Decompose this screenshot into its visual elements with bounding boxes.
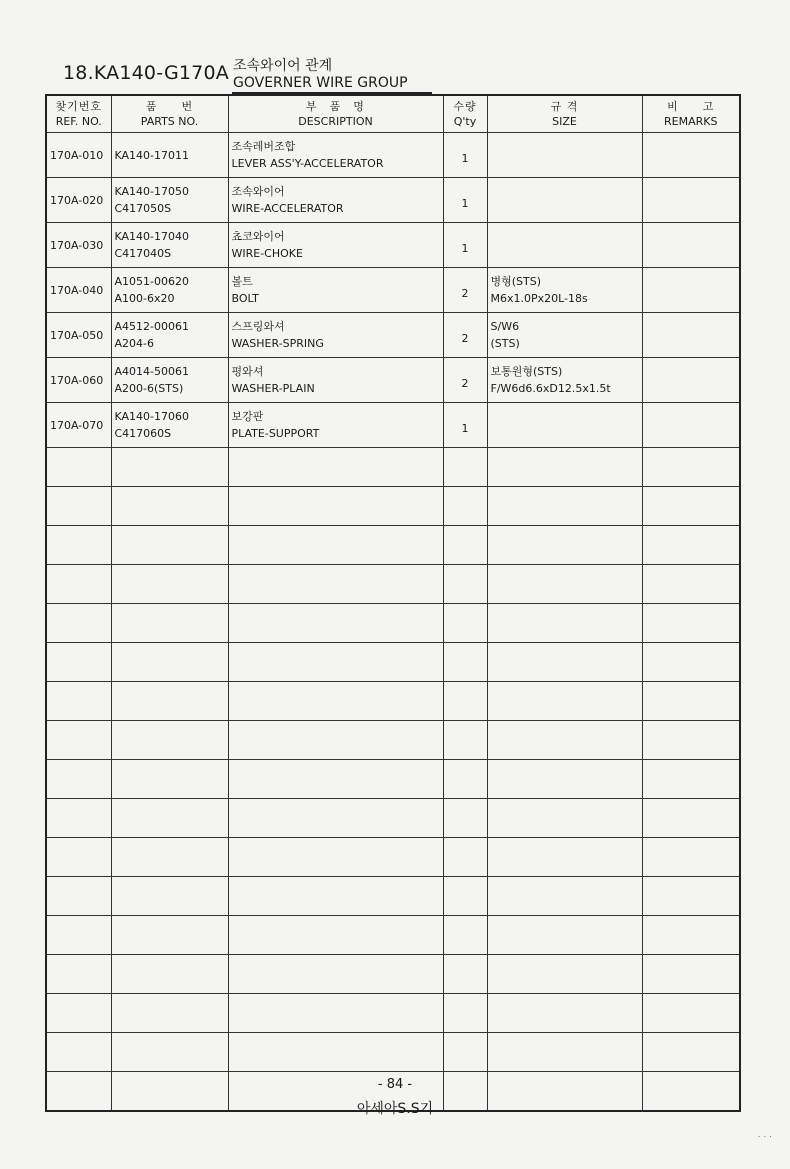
empty-cell [111,643,228,682]
empty-cell [46,799,111,838]
empty-cell [487,565,642,604]
remarks-cell [642,358,740,403]
empty-cell [46,721,111,760]
size-cell: 병형(STS) M6x1.0Px20L-18s [487,268,642,313]
ref-no-cell: 170A-070 [46,403,111,448]
parts-table [45,94,741,1112]
empty-cell [487,487,642,526]
empty-cell [228,955,443,994]
empty-table-row [46,682,740,721]
empty-cell [443,994,487,1033]
empty-cell [487,682,642,721]
header-ref-no: 찾기번호 REF. NO. [46,95,111,133]
empty-cell [111,565,228,604]
empty-cell [443,487,487,526]
empty-cell [228,604,443,643]
empty-cell [111,760,228,799]
remarks-cell [642,223,740,268]
empty-cell [642,526,740,565]
empty-cell [46,994,111,1033]
description-cell: 볼트 BOLT [228,268,443,313]
parts-no-cell: KA140-17040 C417040S [111,223,228,268]
table-row [46,358,740,403]
empty-table-row [46,721,740,760]
section-title-korean: 조속와이어 관계 [233,58,333,74]
empty-table-row [46,877,740,916]
empty-cell [228,760,443,799]
section-title-english: GOVERNER WIRE GROUP [233,75,408,91]
empty-cell [487,838,642,877]
description-cell: 스프링와셔 WASHER-SPRING [228,313,443,358]
header-remarks: 비 고 REMARKS [642,95,740,133]
empty-cell [111,955,228,994]
empty-cell [443,721,487,760]
empty-cell [46,955,111,994]
table-row [46,268,740,313]
parts-no-cell: A4512-00061 A204-6 [111,313,228,358]
size-cell: 보통원형(STS) F/W6d6.6xD12.5x1.5t [487,358,642,403]
empty-cell [228,565,443,604]
ref-no-cell: 170A-040 [46,268,111,313]
empty-cell [111,1033,228,1072]
empty-cell [487,994,642,1033]
description-cell: 쵸코와이어 WIRE-CHOKE [228,223,443,268]
description-cell: 보강판 PLATE-SUPPORT [228,403,443,448]
empty-cell [487,1033,642,1072]
table-row [46,133,740,178]
empty-cell [443,526,487,565]
scan-marks: . . . [757,1130,772,1140]
empty-table-row [46,799,740,838]
empty-table-row [46,760,740,799]
empty-cell [642,1033,740,1072]
empty-cell [46,1033,111,1072]
parts-no-cell: A1051-00620 A100-6x20 [111,268,228,313]
empty-cell [642,487,740,526]
empty-cell [487,877,642,916]
remarks-cell [642,403,740,448]
size-cell: S/W6 (STS) [487,313,642,358]
remarks-cell [642,178,740,223]
empty-cell [228,838,443,877]
empty-cell [46,838,111,877]
description-cell: 조속와이어 WIRE-ACCELERATOR [228,178,443,223]
ref-no-cell: 170A-050 [46,313,111,358]
empty-cell [46,604,111,643]
header-qty: 수량 Q'ty [443,95,487,133]
empty-cell [487,721,642,760]
empty-cell [46,487,111,526]
empty-cell [228,721,443,760]
empty-cell [46,682,111,721]
empty-cell [642,721,740,760]
parts-no-cell: KA140-17050 C417050S [111,178,228,223]
empty-cell [487,643,642,682]
empty-cell [642,604,740,643]
empty-cell [111,721,228,760]
empty-cell [46,565,111,604]
empty-cell [642,760,740,799]
empty-cell [642,799,740,838]
empty-cell [642,877,740,916]
qty-cell: 1 [443,178,487,223]
empty-cell [46,760,111,799]
empty-cell [46,916,111,955]
empty-cell [642,643,740,682]
empty-cell [443,838,487,877]
empty-cell [642,448,740,487]
table-row [46,223,740,268]
empty-cell [111,487,228,526]
empty-table-row [46,838,740,877]
remarks-cell [642,133,740,178]
table-header-row [46,95,740,133]
empty-cell [443,955,487,994]
empty-cell [443,448,487,487]
size-cell [487,178,642,223]
remarks-cell [642,313,740,358]
empty-cell [443,916,487,955]
qty-cell: 2 [443,268,487,313]
qty-cell: 1 [443,223,487,268]
empty-cell [228,448,443,487]
empty-cell [228,487,443,526]
empty-cell [642,994,740,1033]
header-description: 부 품 명 DESCRIPTION [228,95,443,133]
empty-cell [228,799,443,838]
parts-no-cell: KA140-17060 C417060S [111,403,228,448]
empty-cell [111,682,228,721]
size-cell [487,223,642,268]
empty-cell [46,643,111,682]
ref-no-cell: 170A-020 [46,178,111,223]
table-row [46,178,740,223]
empty-cell [443,565,487,604]
qty-cell: 2 [443,358,487,403]
empty-cell [487,799,642,838]
empty-table-row [46,994,740,1033]
empty-cell [111,604,228,643]
header-size: 규 격 SIZE [487,95,642,133]
empty-cell [642,565,740,604]
empty-cell [642,955,740,994]
empty-table-row [46,526,740,565]
empty-cell [46,448,111,487]
empty-cell [443,643,487,682]
qty-cell: 1 [443,403,487,448]
empty-table-row [46,448,740,487]
table-row [46,403,740,448]
empty-cell [642,682,740,721]
ref-no-cell: 170A-030 [46,223,111,268]
header-parts-no: 품 번 PARTS NO. [111,95,228,133]
empty-cell [642,916,740,955]
empty-cell [228,994,443,1033]
empty-table-row [46,565,740,604]
section-code: 18.KA140-G170A [63,62,229,84]
empty-cell [487,916,642,955]
empty-table-row [46,604,740,643]
empty-cell [111,799,228,838]
empty-cell [443,1033,487,1072]
empty-cell [111,448,228,487]
empty-cell [228,1033,443,1072]
qty-cell: 1 [443,133,487,178]
remarks-cell [642,268,740,313]
empty-cell [443,799,487,838]
empty-cell [642,838,740,877]
size-cell [487,403,642,448]
qty-cell: 2 [443,313,487,358]
empty-table-row [46,955,740,994]
empty-cell [111,877,228,916]
ref-no-cell: 170A-010 [46,133,111,178]
description-cell: 평와셔 WASHER-PLAIN [228,358,443,403]
empty-cell [228,526,443,565]
ref-no-cell: 170A-060 [46,358,111,403]
empty-cell [228,877,443,916]
empty-cell [443,877,487,916]
empty-cell [111,838,228,877]
empty-cell [443,760,487,799]
empty-cell [46,526,111,565]
empty-cell [228,643,443,682]
empty-table-row [46,1033,740,1072]
company-name: 아세아S.S기 [356,1101,434,1117]
size-cell [487,133,642,178]
empty-table-row [46,487,740,526]
empty-cell [228,682,443,721]
description-cell: 조속레버조합 LEVER ASS'Y-ACCELERATOR [228,133,443,178]
empty-cell [487,526,642,565]
table-row [46,313,740,358]
parts-no-cell: A4014-50061 A200-6(STS) [111,358,228,403]
page-number: - 84 - [377,1077,413,1092]
empty-cell [443,604,487,643]
empty-cell [111,526,228,565]
empty-cell [228,916,443,955]
empty-table-row [46,643,740,682]
empty-table-row [46,916,740,955]
empty-cell [487,955,642,994]
empty-cell [46,877,111,916]
empty-cell [111,916,228,955]
empty-cell [443,682,487,721]
empty-cell [111,994,228,1033]
empty-cell [487,604,642,643]
empty-cell [487,448,642,487]
parts-no-cell: KA140-17011 [111,133,228,178]
empty-cell [487,760,642,799]
